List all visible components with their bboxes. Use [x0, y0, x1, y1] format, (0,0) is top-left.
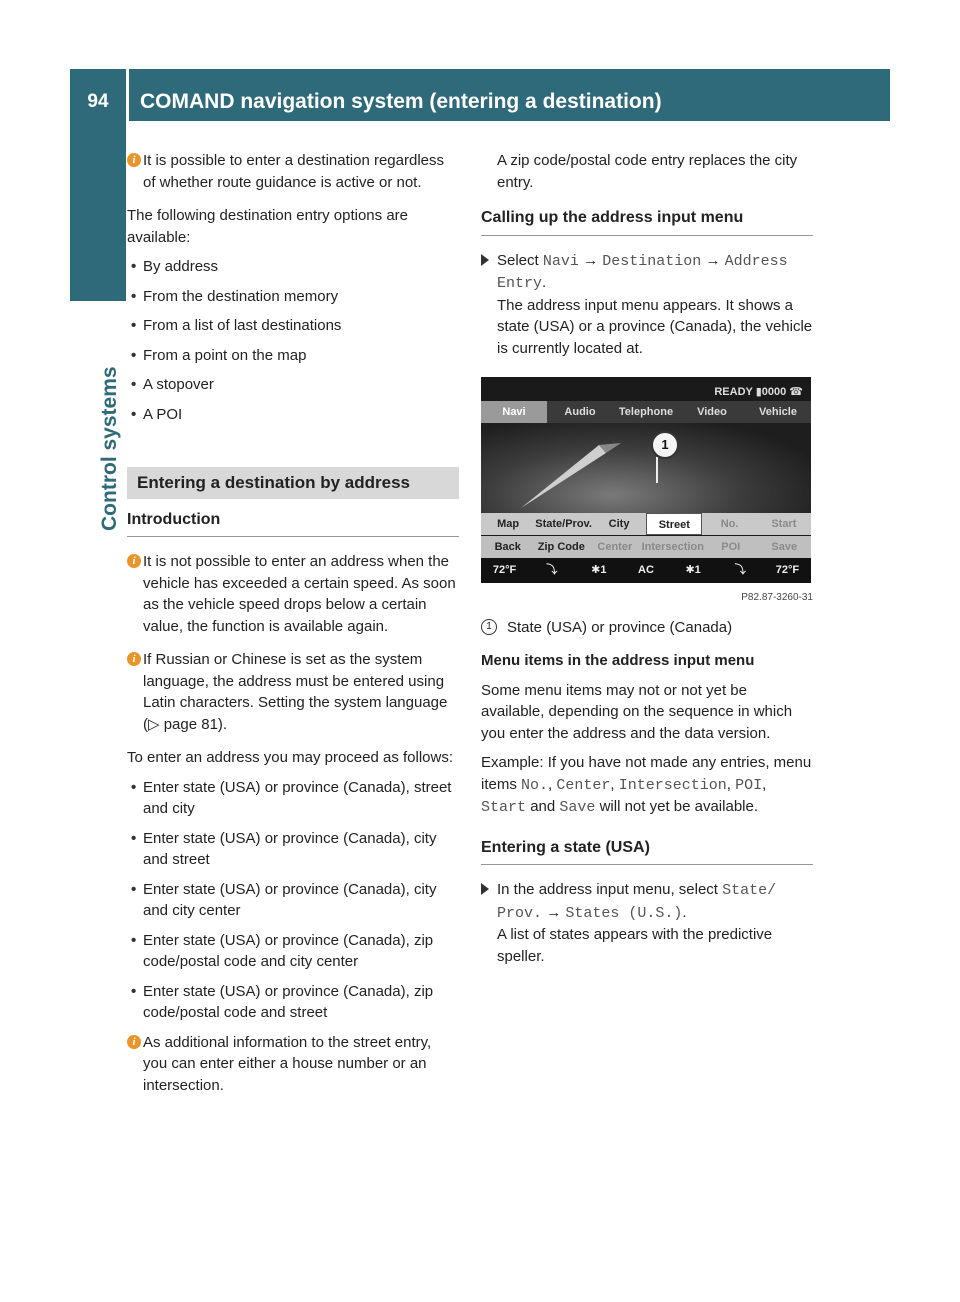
menu-item-zip-code: Zip Code — [537, 541, 585, 553]
image-code: P82.87-3260-31 — [741, 592, 813, 603]
subheading-state: Entering a state (USA) — [481, 837, 813, 866]
list-item: • A POI — [131, 405, 183, 423]
fan-right-icon: ✱1 — [685, 564, 701, 576]
map-view — [481, 423, 811, 513]
info-icon: i — [127, 652, 141, 666]
menu-item-center: Center — [597, 541, 633, 553]
page-number: 94 — [87, 91, 109, 112]
tab-navi: Navi — [481, 401, 547, 423]
step-2-result: A list of states appears with the predictive speller. — [497, 926, 773, 965]
compass-needle-icon — [481, 423, 811, 513]
side-label-text: Control systems — [98, 366, 121, 531]
airflow-right-icon: ⤵ — [734, 564, 746, 576]
callout-marker: 1 — [651, 431, 679, 459]
tab-vehicle: Vehicle — [759, 406, 797, 418]
header-divider — [126, 69, 129, 121]
info-icon: i — [127, 554, 141, 568]
info-icon: i — [127, 1035, 141, 1049]
ways-list — [127, 777, 459, 1024]
list-item: • From the destination memory — [131, 287, 339, 305]
step-arrow-icon — [481, 254, 489, 266]
temp-right: 72°F — [775, 564, 800, 576]
info-note-2: i It is not possible to enter an address when the vehicle has exceeded a certain speed. As soon as the vehicle speed drops below a certain value, the function is available again. — [127, 551, 459, 637]
side-tab — [70, 121, 126, 301]
instruction-step-1: Select Navi → Destination → Address Entry. The address input menu appears. It shows a state (USA) or a province (Canada), the vehicle is currently located at. — [481, 250, 813, 360]
airflow-left-icon: ⤵ — [546, 564, 558, 576]
tab-video: Video — [697, 406, 727, 418]
address-menu-row-2 — [481, 536, 811, 558]
menu-item-city: City — [608, 518, 630, 530]
instruction-step-2: In the address input menu, select State/ Prov. → States (U.S.). A list of states appears with the predictive speller. — [481, 879, 813, 967]
section-title: Entering a destination by address — [127, 467, 459, 499]
info-icon: i — [127, 153, 141, 167]
menu-items-text: Some menu items may not or not yet be available, depending on the sequence in which you enter the address and the data version. — [481, 681, 793, 742]
info-note-1: i It is possible to enter a destination regardless of whether route guidance is active or not. — [127, 150, 459, 193]
menu-item-street: Street — [646, 513, 702, 535]
menu-item-start: Start — [771, 518, 797, 530]
proceed-text: To enter an address you may proceed as follows: — [127, 749, 454, 766]
list-item: • Enter state (USA) or province (Canada), zip code/postal code and street — [131, 982, 434, 1021]
menu-item-poi: POI — [721, 541, 741, 553]
page-header — [70, 69, 890, 121]
list-item: • By address — [131, 258, 219, 275]
menu-item-state-prov: State/Prov. — [535, 518, 592, 530]
tab-audio: Audio — [564, 406, 596, 418]
navigation-screen-image — [481, 377, 811, 583]
fan-left-icon: ✱1 — [591, 564, 607, 576]
main-function-bar — [481, 401, 811, 423]
list-item: • A stopover — [131, 376, 214, 393]
menu-item-no: No. — [720, 518, 739, 530]
menu-items-heading: Menu items in the address input menu — [481, 652, 755, 669]
status-bar: READY ▮0000 ☎ — [714, 386, 803, 398]
ac-label: AC — [638, 564, 654, 576]
right-column — [481, 150, 813, 975]
list-item: • From a list of last destinations — [131, 317, 342, 334]
left-column — [127, 150, 459, 1108]
info-note-3: i If Russian or Chinese is set as the system language, the address must be entered using Latin characters. Setting the system language (▷ page 81). — [127, 649, 459, 735]
figure-caption: 1 State (USA) or province (Canada) — [481, 617, 813, 639]
options-intro: The following destination entry options are available: — [127, 207, 409, 246]
side-label — [70, 301, 126, 531]
step-arrow-icon — [481, 883, 489, 895]
address-menu-row-1 — [481, 513, 811, 535]
temp-left: 72°F — [492, 564, 517, 576]
menu-item-back: Back — [494, 541, 521, 553]
list-item: • Enter state (USA) or province (Canada), zip code/postal code and city center — [131, 931, 434, 970]
options-list — [127, 256, 459, 425]
page-title: COMAND navigation system (entering a destination) — [140, 90, 662, 113]
zip-text: A zip code/postal code entry replaces the city entry. — [497, 152, 798, 191]
climate-bar — [481, 558, 811, 583]
list-item: • Enter state (USA) or province (Canada), street and city — [131, 778, 452, 817]
info-note-4: i As additional information to the street entry, you can enter either a house number or an intersection. — [127, 1032, 459, 1097]
callout-number: 1 — [481, 619, 497, 635]
list-item: • From a point on the map — [131, 346, 307, 364]
subheading-address-menu: Calling up the address input menu — [481, 207, 813, 236]
menu-item-map: Map — [497, 518, 520, 530]
step-1-result: The address input menu appears. It shows a state (USA) or a province (Canada), the vehicle is currently located at. — [497, 296, 813, 357]
list-item: • Enter state (USA) or province (Canada), city and street — [131, 829, 437, 868]
list-item: • Enter state (USA) or province (Canada), city and city center — [131, 880, 437, 919]
tab-telephone: Telephone — [618, 406, 674, 418]
menu-item-save: Save — [771, 541, 798, 553]
example-text: Example: If you have not made any entries, menu items No., Center, Intersection, POI, Start and Save will not yet be available. — [481, 754, 812, 816]
menu-item-intersection: Intersection — [641, 541, 704, 553]
subheading-introduction: Introduction — [127, 509, 459, 538]
